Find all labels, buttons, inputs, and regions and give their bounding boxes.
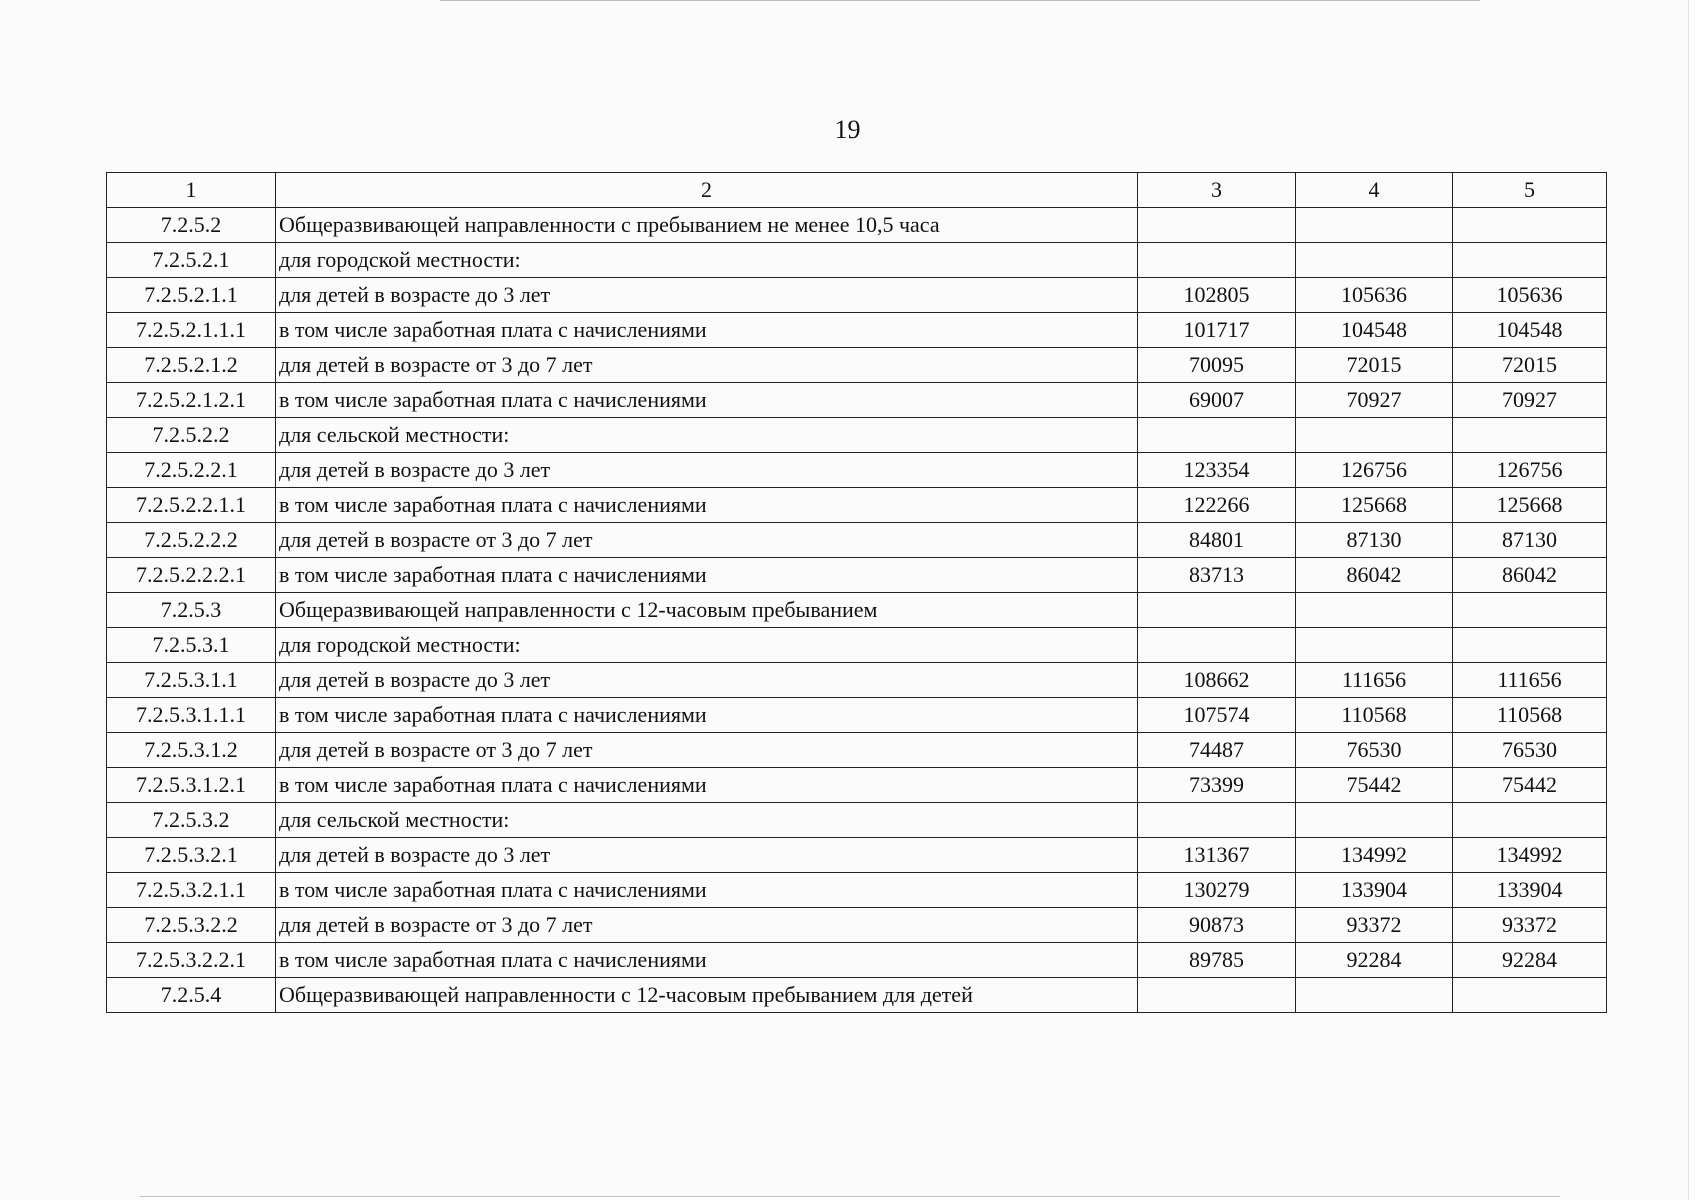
row-value-col5-cell [1453, 418, 1607, 453]
row-value-col5-cell: 72015 [1453, 348, 1607, 383]
row-value-col5-cell: 133904 [1453, 873, 1607, 908]
row-value-col4-cell: 70927 [1296, 383, 1453, 418]
row-description-cell: в том числе заработная плата с начислениями [276, 488, 1138, 523]
row-value-col3-cell: 73399 [1138, 768, 1296, 803]
row-value-col4-cell: 92284 [1296, 943, 1453, 978]
table-row [107, 313, 1607, 348]
row-code-cell: 7.2.5.3 [107, 593, 276, 628]
row-description-cell: Общеразвивающей направленности с пребыванием не менее 10,5 часа [276, 208, 1138, 243]
row-description-cell: для детей в возрасте от 3 до 7 лет [276, 348, 1138, 383]
row-value-col3-cell [1138, 628, 1296, 663]
row-value-col3-cell [1138, 593, 1296, 628]
row-value-col5-cell [1453, 593, 1607, 628]
row-value-col5-cell [1453, 803, 1607, 838]
row-description-cell: для детей в возрасте от 3 до 7 лет [276, 908, 1138, 943]
row-description-cell: в том числе заработная плата с начислениями [276, 313, 1138, 348]
row-code-cell: 7.2.5.2.2 [107, 418, 276, 453]
scan-border-bottom [140, 1196, 1560, 1197]
row-value-col3-cell [1138, 418, 1296, 453]
table-row [107, 908, 1607, 943]
row-value-col4-cell: 75442 [1296, 768, 1453, 803]
row-value-col4-cell: 111656 [1296, 663, 1453, 698]
row-value-col4-cell: 125668 [1296, 488, 1453, 523]
table-row [107, 278, 1607, 313]
table-row [107, 418, 1607, 453]
table-header-row [107, 173, 1607, 208]
row-code-cell: 7.2.5.2.1.2 [107, 348, 276, 383]
row-code-cell: 7.2.5.4 [107, 978, 276, 1013]
row-description-cell: для детей в возрасте до 3 лет [276, 453, 1138, 488]
row-description-cell: в том числе заработная плата с начислениями [276, 698, 1138, 733]
row-description-cell: в том числе заработная плата с начислениями [276, 768, 1138, 803]
row-code-cell: 7.2.5.2.1.1 [107, 278, 276, 313]
row-value-col3-cell [1138, 243, 1296, 278]
row-value-col5-cell: 93372 [1453, 908, 1607, 943]
table-row [107, 768, 1607, 803]
table-row [107, 523, 1607, 558]
table-row [107, 733, 1607, 768]
row-value-col4-cell [1296, 803, 1453, 838]
table-row [107, 698, 1607, 733]
row-value-col5-cell: 86042 [1453, 558, 1607, 593]
row-code-cell: 7.2.5.3.1 [107, 628, 276, 663]
column-header-5: 5 [1453, 173, 1607, 208]
row-value-col4-cell: 72015 [1296, 348, 1453, 383]
row-value-col5-cell [1453, 628, 1607, 663]
row-code-cell: 7.2.5.2.2.2.1 [107, 558, 276, 593]
row-value-col4-cell: 110568 [1296, 698, 1453, 733]
column-header-1: 1 [107, 173, 276, 208]
row-value-col3-cell: 122266 [1138, 488, 1296, 523]
row-value-col4-cell: 93372 [1296, 908, 1453, 943]
row-code-cell: 7.2.5.2.1.2.1 [107, 383, 276, 418]
row-code-cell: 7.2.5.2.2.1.1 [107, 488, 276, 523]
row-value-col5-cell: 87130 [1453, 523, 1607, 558]
row-description-cell: для детей в возрасте до 3 лет [276, 838, 1138, 873]
table-row [107, 453, 1607, 488]
row-description-cell: для детей в возрасте до 3 лет [276, 663, 1138, 698]
row-code-cell: 7.2.5.3.1.1.1 [107, 698, 276, 733]
row-value-col5-cell: 126756 [1453, 453, 1607, 488]
row-value-col4-cell [1296, 593, 1453, 628]
row-value-col3-cell: 108662 [1138, 663, 1296, 698]
row-description-cell: для сельской местности: [276, 418, 1138, 453]
row-code-cell: 7.2.5.3.2.2 [107, 908, 276, 943]
row-description-cell: в том числе заработная плата с начислениями [276, 943, 1138, 978]
table-row [107, 558, 1607, 593]
row-value-col3-cell [1138, 208, 1296, 243]
row-value-col4-cell: 105636 [1296, 278, 1453, 313]
row-description-cell: в том числе заработная плата с начислениями [276, 558, 1138, 593]
row-value-col5-cell [1453, 978, 1607, 1013]
row-description-cell: Общеразвивающей направленности с 12-часовым пребыванием для детей [276, 978, 1138, 1013]
row-value-col3-cell: 84801 [1138, 523, 1296, 558]
row-code-cell: 7.2.5.3.2.1 [107, 838, 276, 873]
row-value-col3-cell [1138, 978, 1296, 1013]
row-value-col5-cell: 104548 [1453, 313, 1607, 348]
column-header-2: 2 [276, 173, 1138, 208]
column-header-4: 4 [1296, 173, 1453, 208]
row-code-cell: 7.2.5.2 [107, 208, 276, 243]
tariff-table [106, 172, 1607, 1013]
row-value-col3-cell: 69007 [1138, 383, 1296, 418]
row-value-col4-cell [1296, 418, 1453, 453]
scan-edge-right [1688, 0, 1689, 1200]
row-value-col4-cell [1296, 978, 1453, 1013]
row-value-col5-cell [1453, 208, 1607, 243]
row-description-cell: для городской местности: [276, 628, 1138, 663]
row-code-cell: 7.2.5.3.1.1 [107, 663, 276, 698]
row-code-cell: 7.2.5.2.1 [107, 243, 276, 278]
row-description-cell: в том числе заработная плата с начислениями [276, 873, 1138, 908]
table-row [107, 943, 1607, 978]
row-value-col5-cell: 76530 [1453, 733, 1607, 768]
row-description-cell: для детей в возрасте от 3 до 7 лет [276, 733, 1138, 768]
row-description-cell: в том числе заработная плата с начислениями [276, 383, 1138, 418]
table-row [107, 208, 1607, 243]
row-value-col5-cell: 75442 [1453, 768, 1607, 803]
row-value-col3-cell: 107574 [1138, 698, 1296, 733]
table-row [107, 488, 1607, 523]
row-value-col5-cell: 92284 [1453, 943, 1607, 978]
row-value-col4-cell: 76530 [1296, 733, 1453, 768]
row-value-col5-cell: 70927 [1453, 383, 1607, 418]
row-code-cell: 7.2.5.3.2.1.1 [107, 873, 276, 908]
table-row [107, 873, 1607, 908]
row-value-col3-cell: 131367 [1138, 838, 1296, 873]
column-header-3: 3 [1138, 173, 1296, 208]
row-value-col4-cell: 104548 [1296, 313, 1453, 348]
row-code-cell: 7.2.5.3.2 [107, 803, 276, 838]
table-row [107, 348, 1607, 383]
table-row [107, 803, 1607, 838]
row-value-col4-cell [1296, 628, 1453, 663]
row-description-cell: Общеразвивающей направленности с 12-часовым пребыванием [276, 593, 1138, 628]
row-description-cell: для сельской местности: [276, 803, 1138, 838]
row-value-col5-cell [1453, 243, 1607, 278]
row-description-cell: для детей в возрасте от 3 до 7 лет [276, 523, 1138, 558]
row-value-col3-cell: 83713 [1138, 558, 1296, 593]
row-value-col5-cell: 134992 [1453, 838, 1607, 873]
row-code-cell: 7.2.5.3.2.2.1 [107, 943, 276, 978]
row-value-col4-cell [1296, 243, 1453, 278]
row-value-col5-cell: 105636 [1453, 278, 1607, 313]
row-value-col4-cell: 134992 [1296, 838, 1453, 873]
row-code-cell: 7.2.5.2.2.2 [107, 523, 276, 558]
row-value-col3-cell: 130279 [1138, 873, 1296, 908]
row-value-col4-cell: 133904 [1296, 873, 1453, 908]
table-row [107, 628, 1607, 663]
row-value-col3-cell: 102805 [1138, 278, 1296, 313]
page-number: 19 [834, 115, 861, 144]
row-code-cell: 7.2.5.2.1.1.1 [107, 313, 276, 348]
table-row [107, 383, 1607, 418]
row-value-col3-cell: 70095 [1138, 348, 1296, 383]
row-code-cell: 7.2.5.3.1.2 [107, 733, 276, 768]
row-description-cell: для детей в возрасте до 3 лет [276, 278, 1138, 313]
row-value-col3-cell: 74487 [1138, 733, 1296, 768]
table-body [107, 208, 1607, 1013]
row-code-cell: 7.2.5.3.1.2.1 [107, 768, 276, 803]
scan-border-top [440, 0, 1480, 1]
table-row [107, 243, 1607, 278]
row-value-col4-cell [1296, 208, 1453, 243]
row-value-col3-cell [1138, 803, 1296, 838]
row-value-col5-cell: 110568 [1453, 698, 1607, 733]
row-value-col4-cell: 87130 [1296, 523, 1453, 558]
row-code-cell: 7.2.5.2.2.1 [107, 453, 276, 488]
row-description-cell: для городской местности: [276, 243, 1138, 278]
table-row [107, 978, 1607, 1013]
row-value-col3-cell: 123354 [1138, 453, 1296, 488]
row-value-col5-cell: 111656 [1453, 663, 1607, 698]
row-value-col4-cell: 86042 [1296, 558, 1453, 593]
row-value-col3-cell: 89785 [1138, 943, 1296, 978]
table-row [107, 838, 1607, 873]
table-row [107, 663, 1607, 698]
row-value-col4-cell: 126756 [1296, 453, 1453, 488]
row-value-col3-cell: 101717 [1138, 313, 1296, 348]
row-value-col5-cell: 125668 [1453, 488, 1607, 523]
table-row [107, 593, 1607, 628]
row-value-col3-cell: 90873 [1138, 908, 1296, 943]
